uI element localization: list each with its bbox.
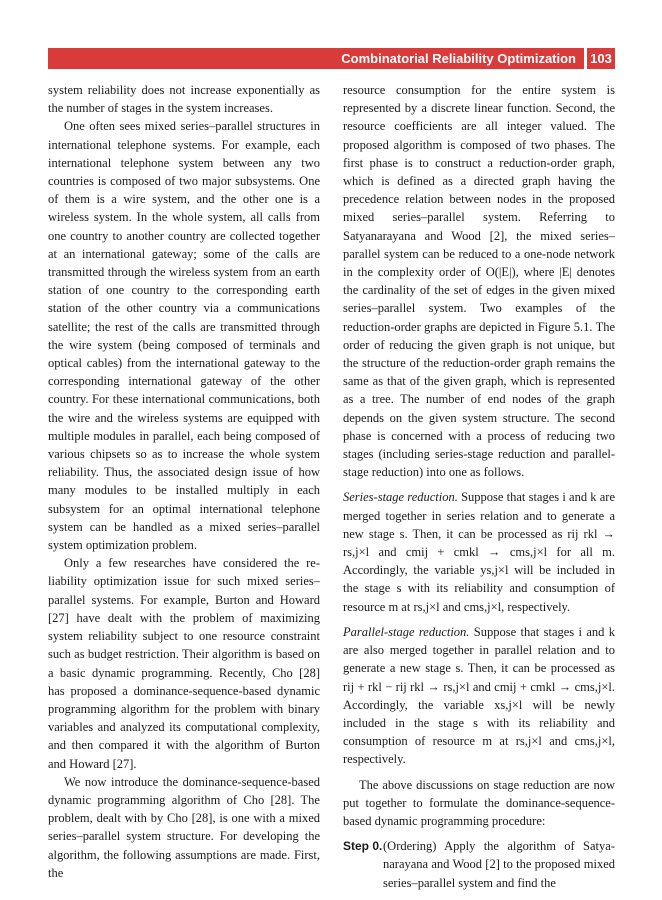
parallel-stage-heading: Parallel-stage reduction. — [343, 624, 470, 639]
page-number: 103 — [587, 48, 615, 69]
paragraph: Only a few researches have considered the reliability optimization issue for such mixed series–parallel systems. For example, Burton and Howard [27] have dealt with the problem of maximizing system reliability subject to one resource constraint such as budget restriction. Their algorithm is based on a basic dynamic programming. Recently, Cho [28] has proposed a dominance-sequence-based dynamic programming algorithm for the problem with binary variables and analyzed its computational complexity, and then compared it with the algorithm of Burton and Howard [27]. — [48, 556, 320, 771]
series-stage-paragraph — [343, 488, 615, 615]
parallel-stage-text: Suppose that stages i and k are also merged together in parallel relation and to generate a new stage s. Then, it can be processed as rij + rkl − rij rkl → rs,j×l and cmij + cmkl → cms,j×l. Accordingly, the variable xs,j×l will be newly included in the stage s with its reliability and consumption of resource m at rs,j×l and cms,j×l, respectively. — [343, 624, 615, 767]
paragraph: system reliability does not increase exponentially as the number of stages in the system increases. — [48, 83, 320, 116]
step-0 — [343, 837, 615, 892]
series-stage-heading: Series-stage reduction. — [343, 490, 458, 505]
paragraph: resource consumption for the entire system is represented by a discrete linear function. Second, the resource coefficients are all integer valued. The proposed algorithm is composed of two phases. The first phase is to construct a reduction-order graph, which is defined as a directed graph having the precedence relation between nodes in the proposed mixed series–parallel system. Referring to Satyanarayana and Wood [2], the mixed series–parallel system can be reduced to a one-node network in the complexity order of O(|E|), where |E| denotes the cardinality of the set of edges in the given mixed series–parallel system. Two examples of the reduction-order graphs are depicted in Figure 5.1. The order of reducing the given graph is not unique, but the structure of the reduction-order graph remains the same as that of the given graph, which is represented as a tree. The number of end nodes of the graph depends on the given system structure. The second phase is concerned with a process of reducing two stages (including series-stage reduction and parallel-stage reduction) into one as follows. — [343, 83, 615, 480]
paragraph: One often sees mixed series–parallel structures in international telephone systems. For example, each international telephone system between any two countries is composed of two major subsystems. One of them is a wire system, and the other one is a wireless system. In the whole system, all calls from one country to another country are collected together at an international gateway; some of the calls are transmitted through the wireless system from an earth station of one country to the corresponding earth station of the other country via a communications satellite; the rest of the calls are transmitted through the wire system (being composed of terminals and optical cables) from the international gateway to the corresponding international gateway of the other country. For these international communications, both the wire and the wireless systems are equipped with multiple modules in parallel, each being composed of various chipsets so as to increase the whole system reliability. Thus, the associated design issue of how many modules to be installed multiply in each subsystem for an optimal international telephone system can be handled as a mixed series–parallel system optimization problem. — [48, 119, 320, 553]
running-header — [48, 48, 584, 69]
running-title: Combinatorial Reliability Optimization — [341, 51, 576, 66]
paragraph: The above discussions on stage reduction are now put together to formulate the dominance-sequence-based dynamic programming procedure: — [343, 777, 615, 828]
parallel-stage-paragraph — [343, 623, 615, 769]
left-column — [48, 81, 320, 882]
right-column — [343, 81, 615, 892]
step-text: (Ordering) Apply the algorithm of Satyanarayana and Wood [2] to the proposed mixed series–parallel system and find the — [383, 839, 615, 890]
series-stage-text: Suppose that stages i and k are merged together in series relation and to generate a new stage s. Then, it can be processed as rij rkl → rs,j×l and cmij + cmkl → cms,j×l for all m. Accordingly, the variable ys,j×l will be included in the stage s with its reliability and consumption of resource m at rs,j×l and cms,j×l, respectively. — [343, 490, 615, 614]
paragraph: We now introduce the dominance-sequence-based dynamic programming algorithm of Cho [28]. The problem, dealt with by Cho [28], is one with a mixed series–parallel system structure. For developing the algorithm, the following assumptions are made. First, the — [48, 774, 320, 880]
step-label: Step 0. — [343, 839, 383, 854]
